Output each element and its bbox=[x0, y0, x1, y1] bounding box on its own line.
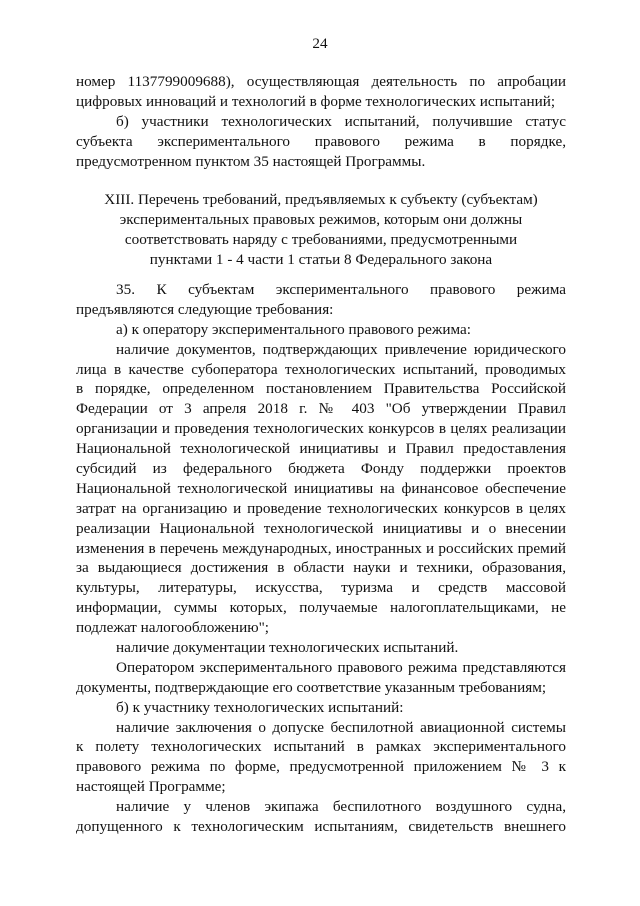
text-line: информации, суммы которых, получаемые налогоплательщиками, не bbox=[76, 599, 566, 617]
text-line: документы, подтверждающие его соответствие указанным требованиям; bbox=[76, 678, 547, 696]
text-line: изменения в перечень международных, иностранных и российских премий bbox=[76, 539, 566, 557]
text-block-requirements bbox=[76, 280, 566, 837]
text-line: б) к участнику технологических испытаний: bbox=[116, 698, 404, 716]
text-line: в порядке, определенном постановлением Правительства Российской bbox=[76, 380, 566, 398]
text-line: наличие документов, подтверждающих привлечение юридического bbox=[116, 340, 566, 358]
text-line: номер 1137799009688), осуществляющая деятельность по апробации bbox=[76, 73, 566, 90]
text-line: настоящей Программе; bbox=[76, 778, 226, 796]
text-line: реализации Национальной технологической инициативы и о внесении bbox=[76, 519, 566, 537]
page-number: 24 bbox=[312, 35, 328, 52]
text-line: 35. К субъектам экспериментального правового режима bbox=[116, 281, 566, 298]
text-line: XIII. Перечень требований, предъявляемых к субъекту (субъектам) bbox=[104, 191, 538, 208]
text-line: правового режима по форме, предусмотренной приложением № 3 к bbox=[76, 758, 566, 776]
text-line: б) участники технологических испытаний, получившие статус bbox=[116, 112, 566, 130]
text-line: предъявляются следующие требования: bbox=[76, 300, 334, 318]
text-line: предусмотренном пунктом 35 настоящей Программы. bbox=[76, 152, 426, 170]
text-line: культуры, литературы, искусства, туризма и средств массовой bbox=[76, 579, 566, 597]
text-line: за выдающиеся достижения в области науки и техники, образования, bbox=[76, 559, 566, 577]
text-line: к полету технологических испытаний в рамках экспериментального bbox=[76, 738, 566, 756]
text-block-intro bbox=[76, 72, 566, 171]
text-line: лица в качестве субоператора технологических испытаний, проводимых bbox=[76, 360, 566, 378]
text-line: наличие документации технологических испытаний. bbox=[116, 639, 459, 657]
text-line: Федерации от 3 апреля 2018 г. № 403 "Об утверждении Правил bbox=[76, 400, 566, 418]
text-line: экспериментальных правовых режимов, которым они должны bbox=[119, 210, 523, 228]
text-line: допущенного к технологическим испытаниям, свидетельств внешнего bbox=[76, 818, 566, 836]
text-line: субсидий из федерального бюджета Фонду поддержки проектов bbox=[76, 460, 566, 478]
text-line: соответствовать наряду с требованиями, предусмотренными bbox=[124, 230, 518, 248]
text-line: наличие у членов экипажа беспилотного воздушного судна, bbox=[116, 798, 566, 816]
section-heading bbox=[76, 190, 566, 270]
text-line: организации и проведения технологических конкурсов в целях реализации bbox=[76, 420, 566, 438]
text-line: затрат на организацию и проведение технологических конкурсов в целях bbox=[76, 499, 566, 517]
text-line: Национальной технологической инициативы и Правил предоставления bbox=[76, 440, 566, 458]
text-line: Национальной технологической инициативы на финансовое обеспечение bbox=[76, 479, 566, 497]
text-line: Оператором экспериментального правового режима представляются bbox=[116, 658, 566, 676]
text-line: наличие заключения о допуске беспилотной авиационной системы bbox=[116, 718, 566, 736]
text-line: цифровых инноваций и технологий в форме технологических испытаний; bbox=[76, 92, 556, 110]
text-line: пунктами 1 - 4 части 1 статьи 8 Федерального закона bbox=[149, 250, 493, 268]
text-line: подлежат налогообложению"; bbox=[76, 619, 270, 637]
text-line: а) к оператору экспериментального правового режима: bbox=[116, 320, 471, 338]
text-line: субъекта экспериментального правового режима в порядке, bbox=[76, 132, 566, 150]
